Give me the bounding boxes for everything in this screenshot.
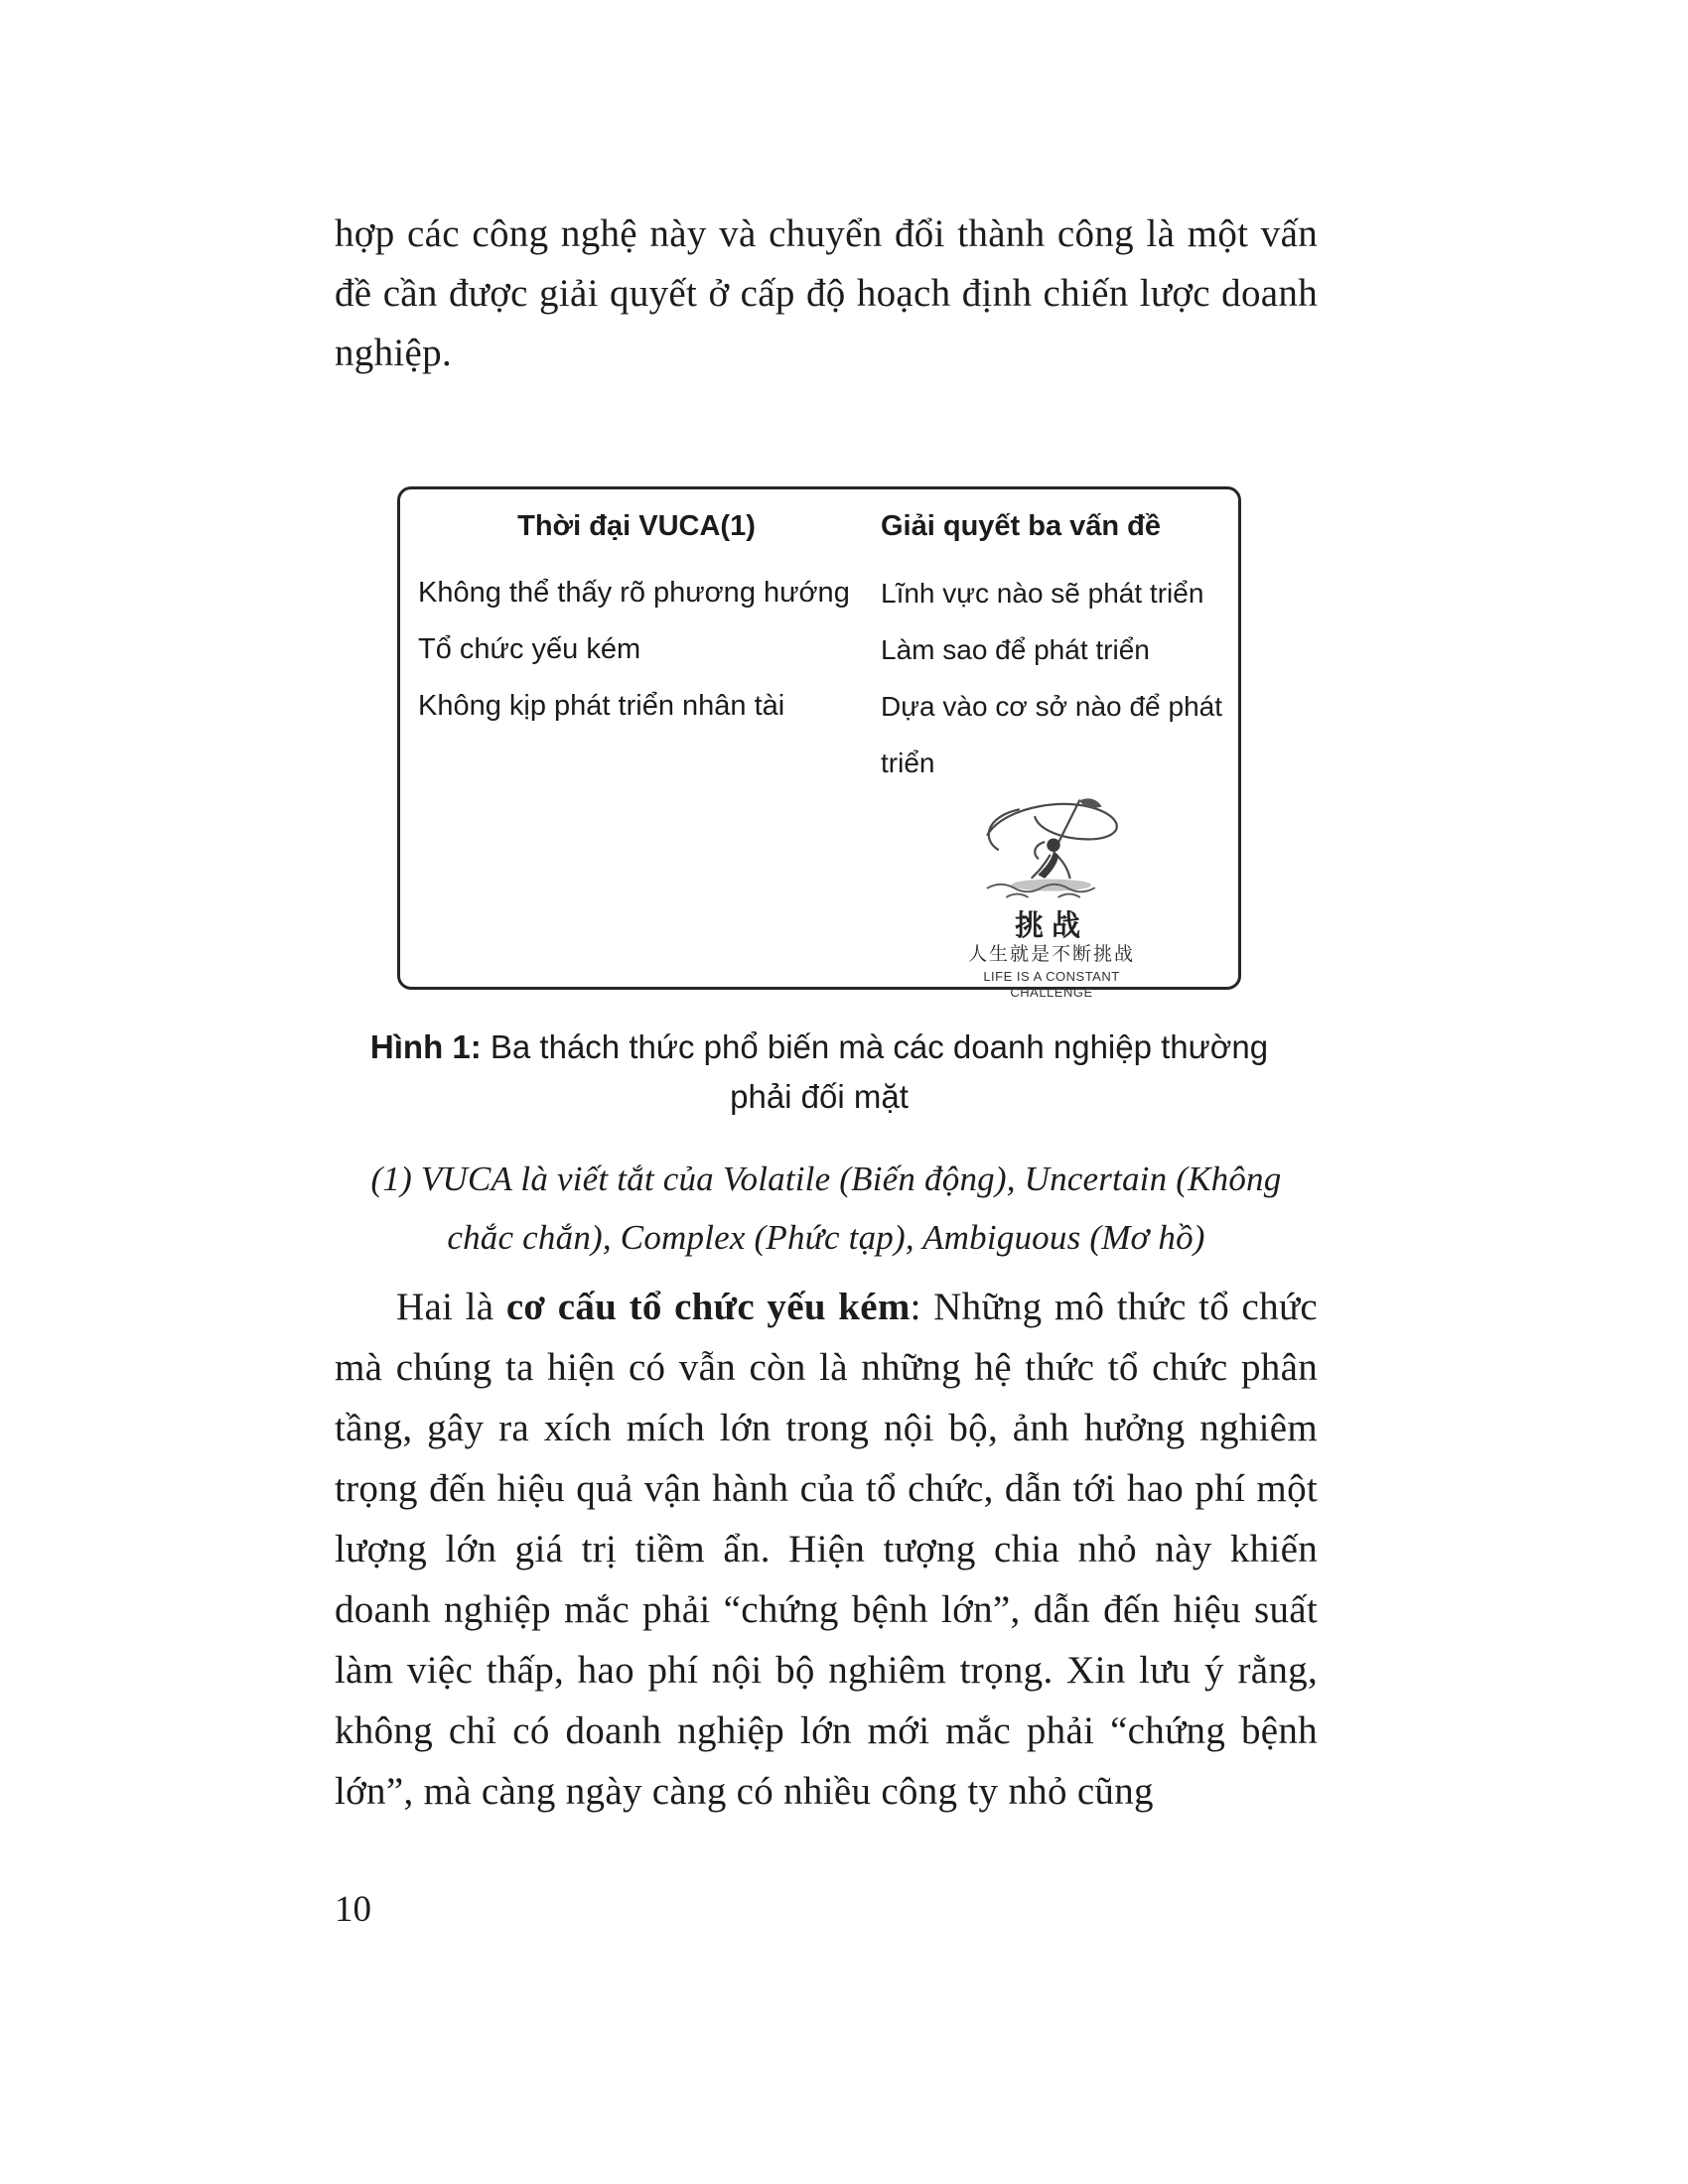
figure-right-item: Lĩnh vực nào sẽ phát triển <box>881 578 1204 609</box>
vuca-footnote: (1) VUCA là viết tắt của Volatile (Biến động), Uncertain (Không chắc chắn), Complex (Phức tạp), Ambiguous (Mơ hồ) <box>370 1160 1282 1257</box>
intro-paragraph: hợp các công nghệ này và chuyển đổi thành công là một vấn đề cần được giải quyết ở cấp độ hoạch định chiến lược doanh nghiệp. <box>335 212 1318 374</box>
body-bold-phrase: cơ cấu tổ chức yếu kém <box>505 1286 911 1328</box>
figure-left-item: Tổ chức yếu kém <box>418 633 641 665</box>
figure-left-item: Không kịp phát triển nhân tài <box>418 690 785 722</box>
figure-left-item: Không thể thấy rõ phương hướng <box>418 577 850 609</box>
figure-right-item: Làm sao để phát triển <box>881 634 1150 665</box>
body-lead: Hai là <box>396 1286 506 1328</box>
illustration-cn-subtitle: 人生就是不断挑战 <box>967 944 1135 965</box>
figure-caption-text: Ba thách thức phổ biến mà các doanh nghiệp thường phải đối mặt <box>481 1028 1269 1115</box>
figure-left-column <box>418 507 855 973</box>
illustration-en-line: LIFE IS A CONSTANT <box>983 969 1120 984</box>
page-number: 10 <box>335 1889 371 1930</box>
figure-caption <box>362 1023 1276 1122</box>
challenge-sketch-icon <box>940 793 1164 904</box>
illustration-cn-title: 挑战 <box>1014 910 1088 942</box>
figure-right-column <box>881 507 1222 1000</box>
illustration-en-caption <box>881 969 1222 1001</box>
figure-caption-label: Hình 1: <box>369 1028 482 1065</box>
figure-left-header: Thời đại VUCA(1) <box>517 510 756 542</box>
figure-right-item: Dựa vào cơ sở nào để phát triển <box>881 691 1222 778</box>
figure-right-header: Giải quyết ba vấn đề <box>881 510 1162 542</box>
body-paragraph <box>335 1277 1318 1822</box>
illustration-en-line: CHALLENGE <box>1010 985 1093 1000</box>
figure-box <box>397 486 1241 1000</box>
body-rest: : Những mô thức tổ chức mà chúng ta hiện có vẫn còn là những hệ thức tổ chức phân tầng, gây ra xích mích lớn trong nội bộ, ảnh hưởng nghiêm trọng đến hiệu quả vận hành của tổ chức, dẫn tới hao phí một lượng lớn giá trị tiềm ẩn. Hiện tượng chia nhỏ này khiến doanh nghiệp mắc phải “chứng bệnh lớn”, dẫn đến hiệu suất làm việc thấp, hao phí nội bộ nghiêm trọng. Xin lưu ý rằng, không chỉ có doanh nghiệp lớn mới mắc phải “chứng bệnh lớn”, mà càng ngày càng có nhiều công ty nhỏ cũng <box>335 1286 1318 1813</box>
challenge-illustration <box>881 793 1222 1001</box>
